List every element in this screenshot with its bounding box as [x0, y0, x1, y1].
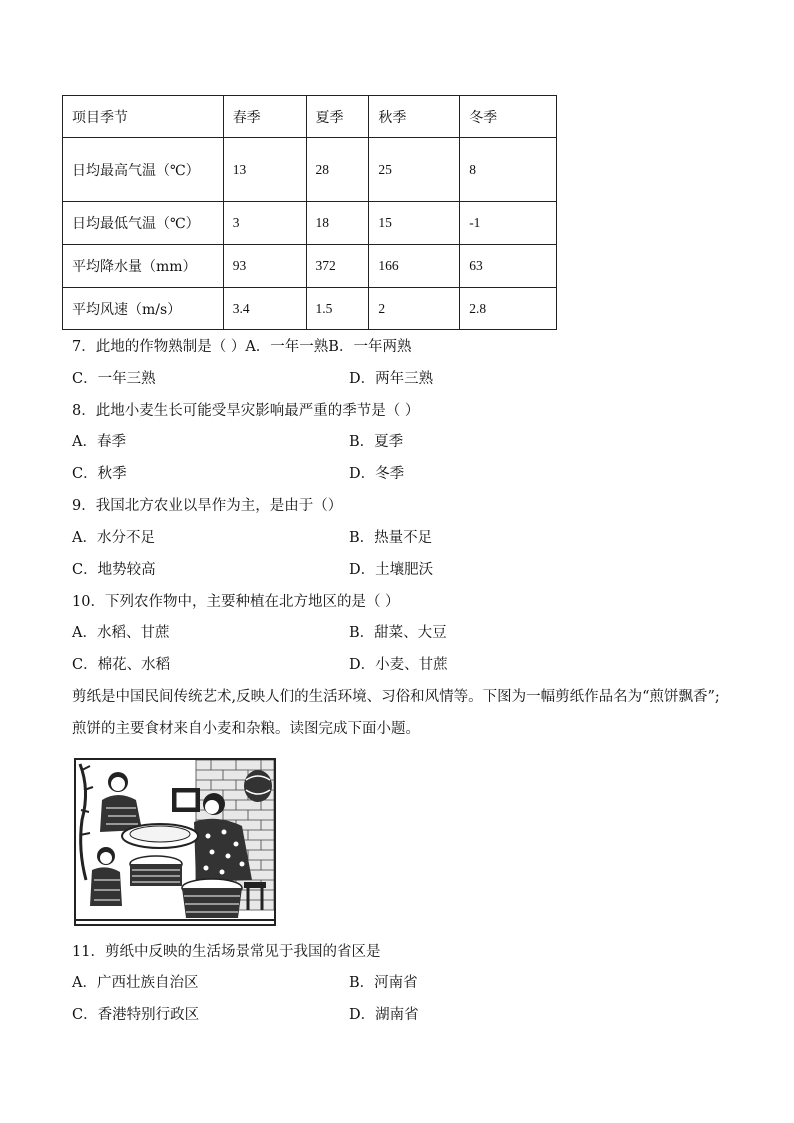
table-cell: 春季 [223, 96, 306, 138]
question-9-option-c: C．地势较高 [72, 562, 156, 578]
table-cell: 日均最高气温（℃） [63, 138, 224, 202]
table-cell: 2 [369, 288, 460, 330]
question-10-stem: 10．下列农作物中，主要种植在北方地区的是（ ） [72, 594, 400, 610]
table-row [63, 245, 557, 288]
question-11-stem: 11．剪纸中反映的生活场景常见于我国的省区是 [72, 944, 381, 960]
question-9-option-d: D．土壤肥沃 [349, 562, 434, 578]
table-cell: 2.8 [460, 288, 557, 330]
question-7-stem: 7．此地的作物熟制是（ ）A．一年一熟B．一年两熟 [72, 339, 412, 355]
table-cell: 8 [460, 138, 557, 202]
table-cell: 秋季 [369, 96, 460, 138]
question-7-option-d: D．两年三熟 [349, 371, 434, 387]
table-cell: 平均降水量（mm） [63, 245, 224, 288]
question-7-option-c: C．一年三熟 [72, 371, 156, 387]
table-cell: 项目季节 [63, 96, 224, 138]
question-11-option-a: A．广西壮族自治区 [72, 975, 199, 991]
table-cell: 18 [306, 202, 369, 245]
table-row [63, 138, 557, 202]
table-row [63, 202, 557, 245]
table-cell: -1 [460, 202, 557, 245]
question-8-stem: 8．此地小麦生长可能受旱灾影响最严重的季节是（ ） [72, 403, 420, 419]
question-11-option-b: B．河南省 [349, 975, 418, 991]
question-10-option-b: B．甜菜、大豆 [349, 625, 447, 641]
climate-table [62, 95, 557, 330]
question-9-stem: 9．我国北方农业以旱作为主，是由于（） [72, 498, 343, 514]
table-cell: 3.4 [223, 288, 306, 330]
table-cell: 15 [369, 202, 460, 245]
table-cell: 1.5 [306, 288, 369, 330]
question-8-option-d: D．冬季 [349, 466, 405, 482]
reading-intro-paragraph: 剪纸是中国民间传统艺术,反映人们的生活环境、习俗和风情等。下图为一幅剪纸作品名为“煎饼飘香”;煎饼的主要食材来自小麦和杂粮。读图完成下面小题。 [72, 689, 720, 737]
question-9-option-b: B．热量不足 [349, 530, 433, 546]
question-9-option-a: A．水分不足 [72, 530, 155, 546]
table-cell: 冬季 [460, 96, 557, 138]
question-8-option-a: A．春季 [72, 434, 126, 450]
table-cell: 25 [369, 138, 460, 202]
table-cell: 166 [369, 245, 460, 288]
paper-cut-illustration [74, 758, 276, 926]
table-cell: 28 [306, 138, 369, 202]
question-10-option-a: A．水稻、甘蔗 [72, 625, 170, 641]
question-10-option-c: C．棉花、水稻 [72, 657, 171, 673]
table-cell: 平均风速（m/s） [63, 288, 224, 330]
table-cell: 日均最低气温（℃） [63, 202, 224, 245]
table-cell: 3 [223, 202, 306, 245]
table-header-row [63, 96, 557, 138]
table-cell: 63 [460, 245, 557, 288]
question-8-option-b: B．夏季 [349, 434, 404, 450]
question-8-option-c: C．秋季 [72, 466, 127, 482]
table-cell: 372 [306, 245, 369, 288]
question-10-option-d: D．小麦、甘蔗 [349, 657, 448, 673]
question-11-option-c: C．香港特别行政区 [72, 1007, 200, 1023]
table-cell: 13 [223, 138, 306, 202]
question-11-option-d: D．湖南省 [349, 1007, 419, 1023]
table-cell: 夏季 [306, 96, 369, 138]
table-cell: 93 [223, 245, 306, 288]
table-row [63, 288, 557, 330]
